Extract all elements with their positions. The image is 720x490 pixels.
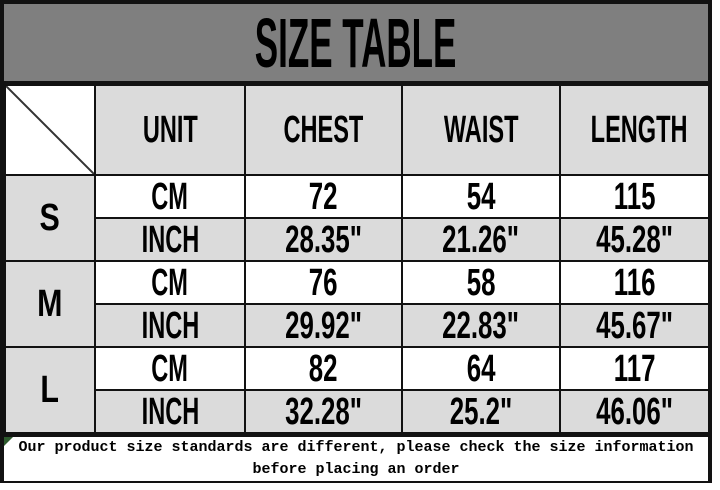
measurement-cell: 45.67"	[560, 304, 709, 347]
table-row	[5, 347, 709, 390]
measurement-cell: 64	[402, 347, 560, 390]
unit-cell: CM	[95, 175, 245, 218]
green-corner-marker-icon	[4, 437, 13, 446]
column-header-unit: UNIT	[95, 85, 245, 175]
measurement-cell: 82	[245, 347, 402, 390]
measurement-cell: 58	[402, 261, 560, 304]
measurement-cell: 32.28"	[245, 390, 402, 433]
header-row	[5, 85, 709, 175]
table-row	[5, 175, 709, 218]
page-title-text: SIZE TABLE	[255, 3, 457, 82]
measurement-cell: 28.35"	[245, 218, 402, 261]
measurement-cell: 46.06"	[560, 390, 709, 433]
size-cell-m: M	[5, 261, 95, 347]
measurement-cell: 45.28"	[560, 218, 709, 261]
size-table	[4, 84, 710, 434]
measurement-cell: 117	[560, 347, 709, 390]
measurement-cell: 29.92"	[245, 304, 402, 347]
measurement-cell: 21.26"	[402, 218, 560, 261]
measurement-cell: 25.2"	[402, 390, 560, 433]
measurement-cell: 76	[245, 261, 402, 304]
measurement-cell: 22.83"	[402, 304, 560, 347]
column-header-length: LENGTH	[560, 85, 709, 175]
measurement-cell: 116	[560, 261, 709, 304]
note-line-2: before placing an order	[252, 461, 460, 478]
table-row	[5, 218, 709, 261]
measurement-cell: 72	[245, 175, 402, 218]
table-row	[5, 261, 709, 304]
page-title	[154, 3, 557, 82]
diagonal-line-icon	[6, 86, 94, 174]
unit-cell: INCH	[95, 390, 245, 433]
size-note	[4, 434, 708, 481]
table-row	[5, 304, 709, 347]
title-band	[4, 4, 708, 84]
column-header-waist: WAIST	[402, 85, 560, 175]
measurement-cell: 115	[560, 175, 709, 218]
size-cell-s: S	[5, 175, 95, 261]
unit-cell: INCH	[95, 218, 245, 261]
unit-cell: CM	[95, 347, 245, 390]
unit-cell: CM	[95, 261, 245, 304]
diagonal-corner-cell	[5, 85, 95, 175]
unit-cell: INCH	[95, 304, 245, 347]
size-cell-l: L	[5, 347, 95, 433]
measurement-cell: 54	[402, 175, 560, 218]
note-line-1: Our product size standards are different, please check the size information	[18, 439, 694, 456]
column-header-chest: CHEST	[245, 85, 402, 175]
table-row	[5, 390, 709, 433]
